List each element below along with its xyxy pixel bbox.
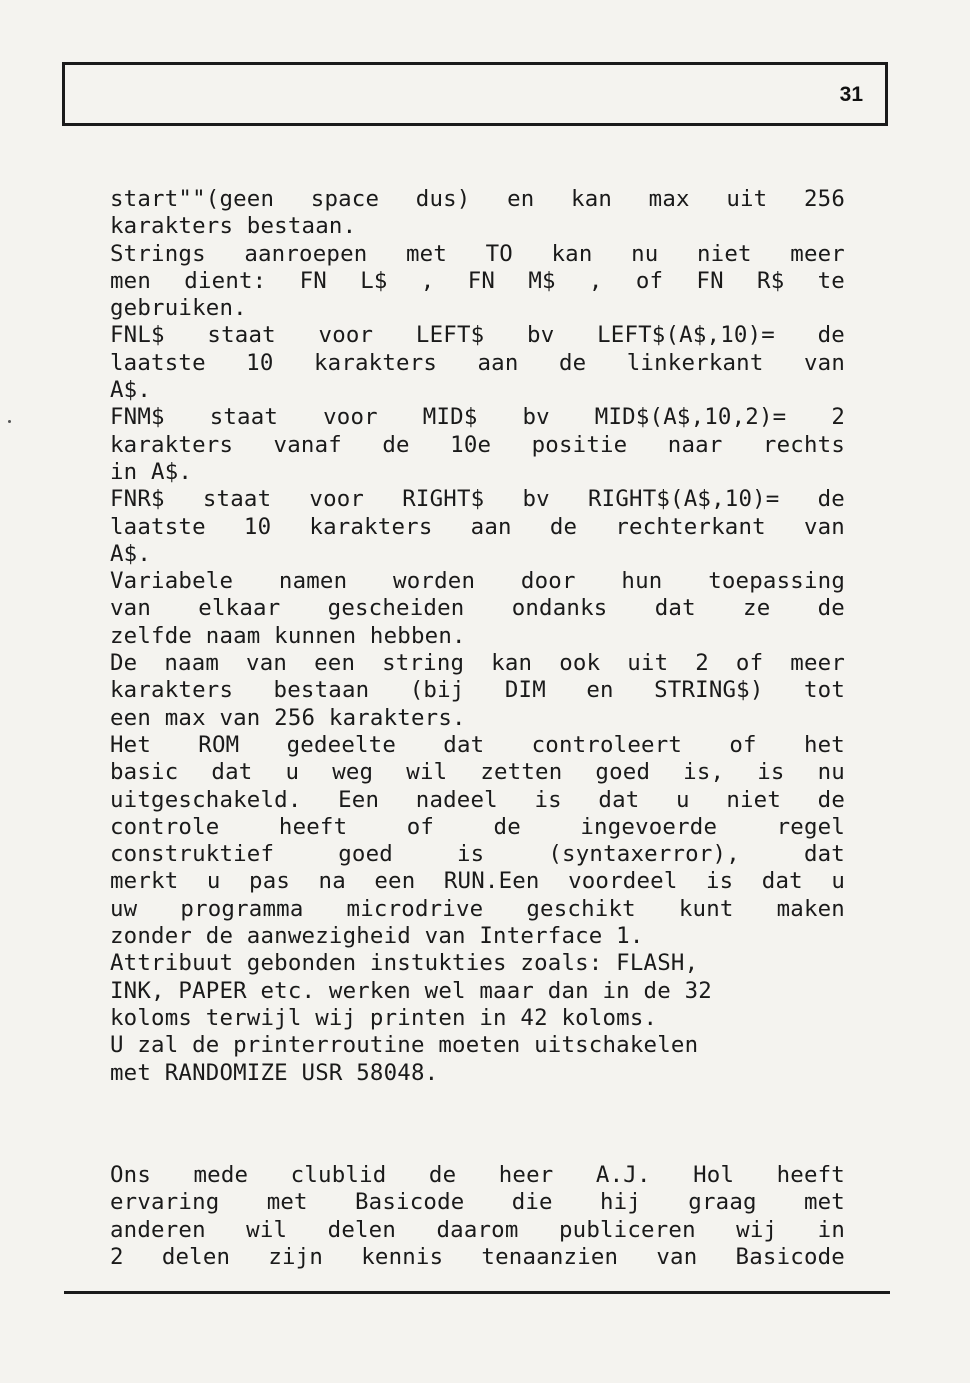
body-text-line: karakters bestaan. [110,213,357,240]
body-text-line: gebruiken. [110,295,247,322]
body-text-line: Het ROM gedeelte dat controleert of het [110,731,845,758]
page-number: 31 [839,83,863,106]
body-text-line: De naam van een string kan ook uit 2 of meer [110,650,845,677]
body-text-line: Strings aanroepen met TO kan nu niet meer [110,240,845,267]
body-text-line: met RANDOMIZE USR 58048. [110,1059,439,1086]
intro-line: Ons mede clublid de heer A.J. Hol heeft [110,1162,845,1188]
body-text-line: Attribuut gebonden instukties zoals: FLASH, [110,950,699,977]
body-text-line: basic dat u weg wil zetten goed is, is nu [110,759,845,786]
bottom-rule [64,1291,890,1294]
scan-speck [8,420,11,423]
body-text-line: INK, PAPER etc. werken wel maar dan in de 32 [110,977,712,1004]
body-text-line: zelfde naam kunnen hebben. [110,622,466,649]
body-text-line: uw programma microdrive geschikt kunt maken [110,895,845,922]
body-text-line: in A$. [110,458,193,485]
body-text-line: karakters bestaan (bij DIM en STRING$) tot [110,677,845,704]
body-text-line: zonder de aanwezigheid van Interface 1. [110,923,644,950]
body-text-line: van elkaar gescheiden ondanks dat ze de [110,595,845,622]
body-text-line: A$. [110,377,152,404]
body-text-line: merkt u pas na een RUN.Een voordeel is dat u [110,868,845,895]
body-text-line: A$. [110,540,152,567]
body-text-line: FNR$ staat voor RIGHT$ bv RIGHT$(A$,10)= de [110,486,845,513]
intro-line: ervaring met Basicode die hij graag met [110,1189,845,1216]
body-text-line: laatste 10 karakters aan de rechterkant van [110,513,845,540]
intro-line: 2 delen zijn kennis tenaanzien van Basicode [110,1243,845,1270]
body-text-line: start""(geen space dus) en kan max uit 256 [110,186,845,212]
page-header-box [62,62,888,126]
body-text-line: FNL$ staat voor LEFT$ bv LEFT$(A$,10)= de [110,322,845,349]
intro-line: anderen wil delen daarom publiceren wij in [110,1216,845,1243]
body-text-line: Variabele namen worden door hun toepassing [110,568,845,595]
body-text-line: uitgeschakeld. Een nadeel is dat u niet de [110,786,845,813]
body-text-line: FNM$ staat voor MID$ bv MID$(A$,10,2)= 2 [110,404,845,431]
body-text-line: men dient: FN L$ , FN M$ , of FN R$ te [110,267,845,294]
body-text-line: construktief goed is (syntaxerror), dat [110,841,845,868]
body-text-line: koloms terwijl wij printen in 42 koloms. [110,1004,658,1031]
body-text-line: U zal de printerroutine moeten uitschakelen [110,1032,699,1059]
intro-paragraph [110,1162,845,1271]
body-text-line: karakters vanaf de 10e positie naar rechts [110,431,845,458]
body-text-line: controle heeft of de ingevoerde regel [110,813,845,840]
body-text [110,186,845,1087]
body-text-line: laatste 10 karakters aan de linkerkant van [110,349,845,376]
body-text-line: een max van 256 karakters. [110,704,466,731]
